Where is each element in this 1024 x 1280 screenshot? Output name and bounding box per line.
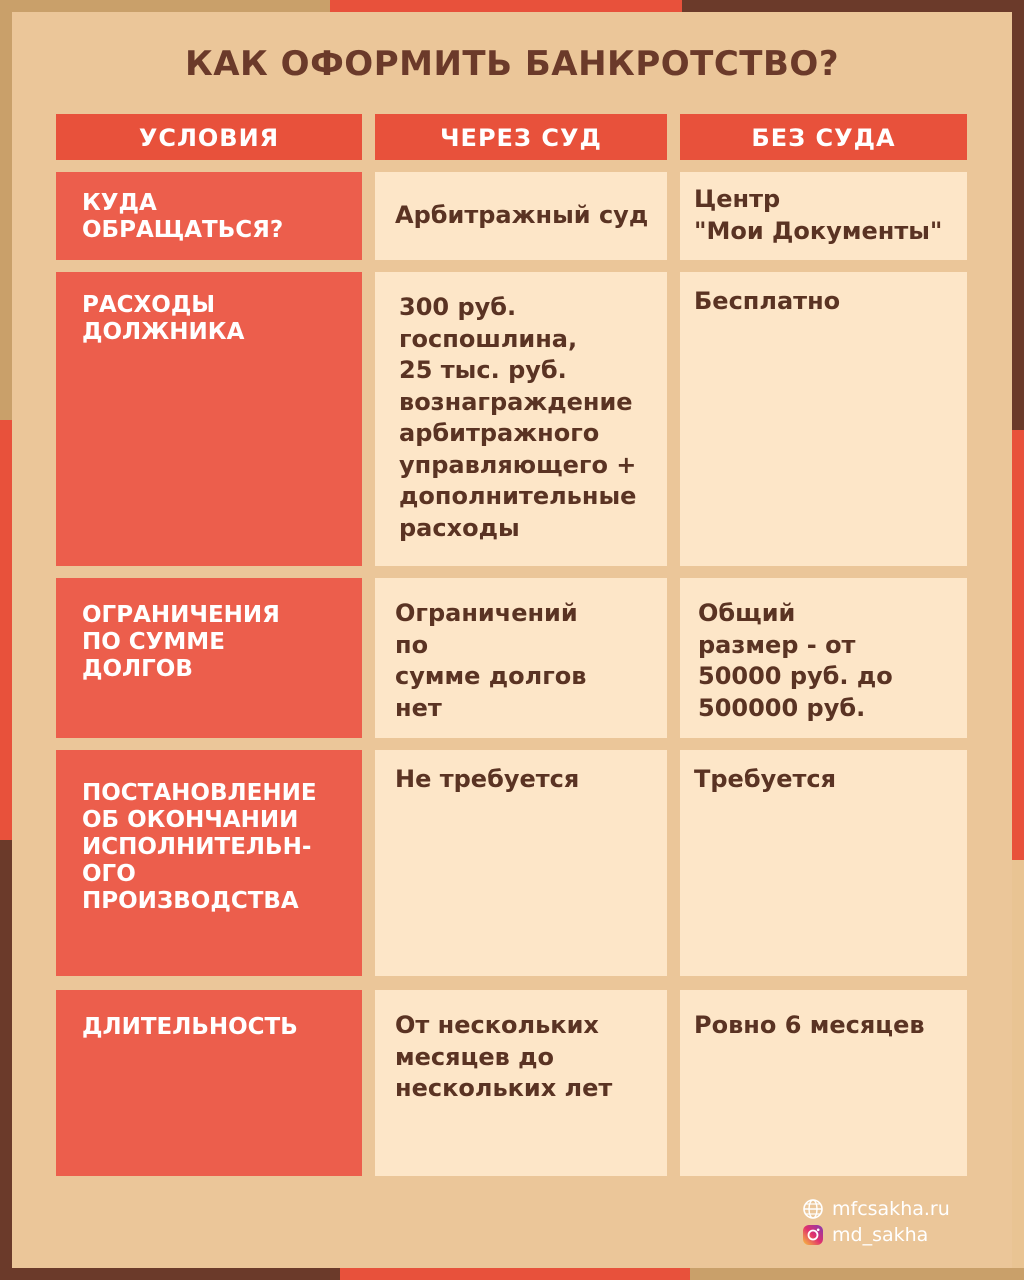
website-text: mfcsakha.ru	[832, 1198, 950, 1220]
row-label-duration: ДЛИТЕЛЬНОСТЬ	[56, 990, 362, 1176]
frame-block	[330, 0, 682, 12]
header-conditions: УСЛОВИЯ	[56, 114, 362, 160]
frame-block	[340, 1268, 690, 1280]
cell-via-court-order: Не требуется	[375, 750, 667, 976]
page-title: КАК ОФОРМИТЬ БАНКРОТСТВО?	[184, 44, 840, 84]
row-label-debt-limits: ОГРАНИЧЕНИЯ ПО СУММЕ ДОЛГОВ	[56, 578, 362, 738]
frame-block	[0, 840, 12, 1280]
header-without-court: БЕЗ СУДА	[680, 114, 967, 160]
frame-block	[1012, 860, 1024, 1280]
frame-block	[690, 1268, 1024, 1280]
frame-block	[0, 1268, 340, 1280]
cell-via-court-where: Арбитражный суд	[375, 172, 667, 260]
header-via-court: ЧЕРЕЗ СУД	[375, 114, 667, 160]
frame-block	[1012, 430, 1024, 860]
frame-block	[682, 0, 1024, 12]
cell-via-court-expenses: 300 руб. госпошлина, 25 тыс. руб. вознаграждение арбитражного управляющего + дополнительные расходы	[375, 272, 667, 566]
instagram-icon	[802, 1224, 824, 1246]
footer-website[interactable]	[802, 1198, 950, 1220]
cell-via-court-limits: Ограничений по сумме долгов нет	[375, 578, 667, 738]
cell-without-court-expenses: Бесплатно	[680, 272, 967, 566]
cell-via-court-duration: От нескольких месяцев до нескольких лет	[375, 990, 667, 1176]
row-label-debtor-expenses: РАСХОДЫ ДОЛЖНИКА	[56, 272, 362, 566]
cell-without-court-where: Центр "Мои Документы"	[680, 172, 967, 260]
cell-without-court-duration: Ровно 6 месяцев	[680, 990, 967, 1176]
cell-without-court-limits: Общий размер - от 50000 руб. до 500000 руб.	[680, 578, 967, 738]
footer-instagram[interactable]	[802, 1224, 928, 1246]
cell-without-court-order: Требуется	[680, 750, 967, 976]
instagram-text: md_sakha	[832, 1224, 929, 1246]
row-label-where-to-apply: КУДА ОБРАЩАТЬСЯ?	[56, 172, 362, 260]
row-label-enforcement-order: ПОСТАНОВЛЕНИЕ ОБ ОКОНЧАНИИ ИСПОЛНИТЕЛЬН- ОГО ПРОИЗВОДСТВА	[56, 750, 362, 976]
frame-block	[0, 420, 12, 840]
frame-block	[0, 0, 330, 12]
globe-icon	[802, 1198, 824, 1220]
